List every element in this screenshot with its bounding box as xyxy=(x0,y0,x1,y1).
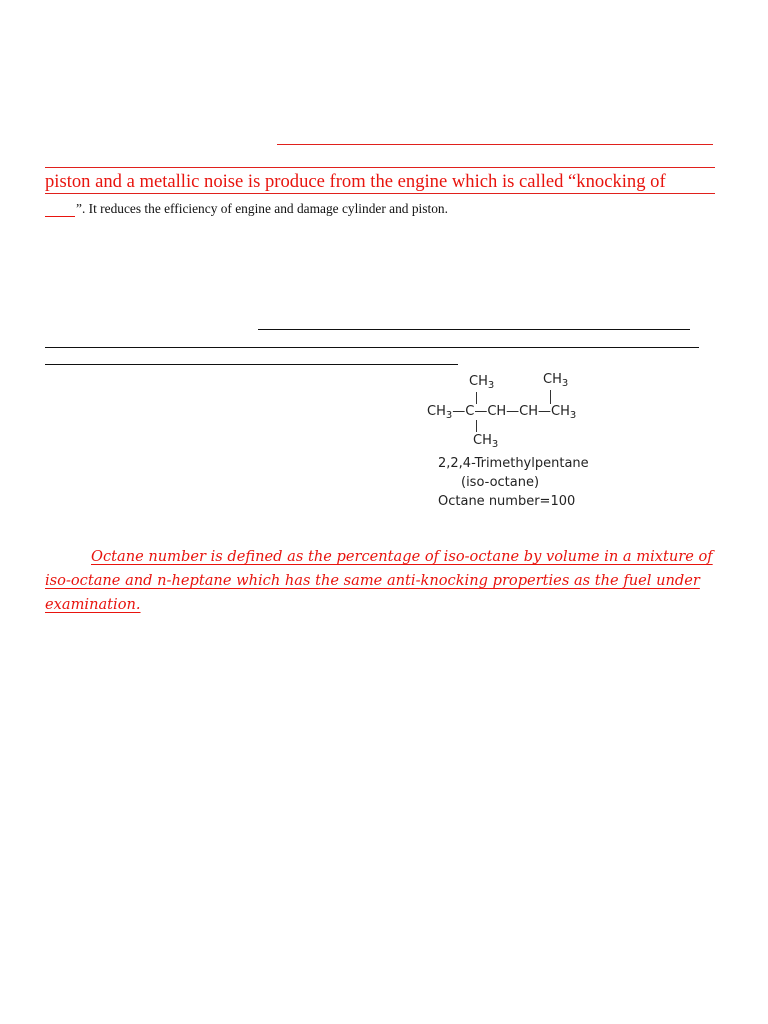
blank-rule-2 xyxy=(45,167,715,168)
efficiency-sentence: ”. It reduces the efficiency of engine and damage cylinder and piston. xyxy=(76,201,448,216)
methyl-top-left: $CH_3$ xyxy=(469,374,495,391)
compound-name: 2,2,4-Trimethylpentane xyxy=(438,456,589,471)
main-chain: $CH_3—C—CH—CH—CH_3$ xyxy=(427,404,577,421)
blank-rule-3 xyxy=(258,329,690,330)
octane-number-label: Octane number=100 xyxy=(438,494,576,509)
definition-text: Octane number is defined as the percentage of iso-octane by volume in a mixture of iso-octane and n-heptane which has the same anti-knocking properties as the fuel under examination. xyxy=(45,548,713,613)
blank-rule-4 xyxy=(45,347,699,348)
bond-top-right xyxy=(550,390,551,404)
blank-rule-5 xyxy=(45,364,458,365)
methyl-bottom: $CH_3$ xyxy=(473,433,499,450)
bond-top-left xyxy=(476,392,477,404)
methyl-top-right: $CH_3$ xyxy=(543,372,569,389)
compound-common-name: (iso-octane) xyxy=(461,475,540,490)
text-underline-rule xyxy=(45,193,715,194)
knocking-blank xyxy=(45,202,75,217)
blank-rule-1 xyxy=(277,144,713,145)
octane-number-definition xyxy=(45,545,715,617)
bond-bottom xyxy=(476,420,477,432)
knocking-sentence: piston and a metallic noise is produce from the engine which is called “knocking of xyxy=(45,171,666,192)
